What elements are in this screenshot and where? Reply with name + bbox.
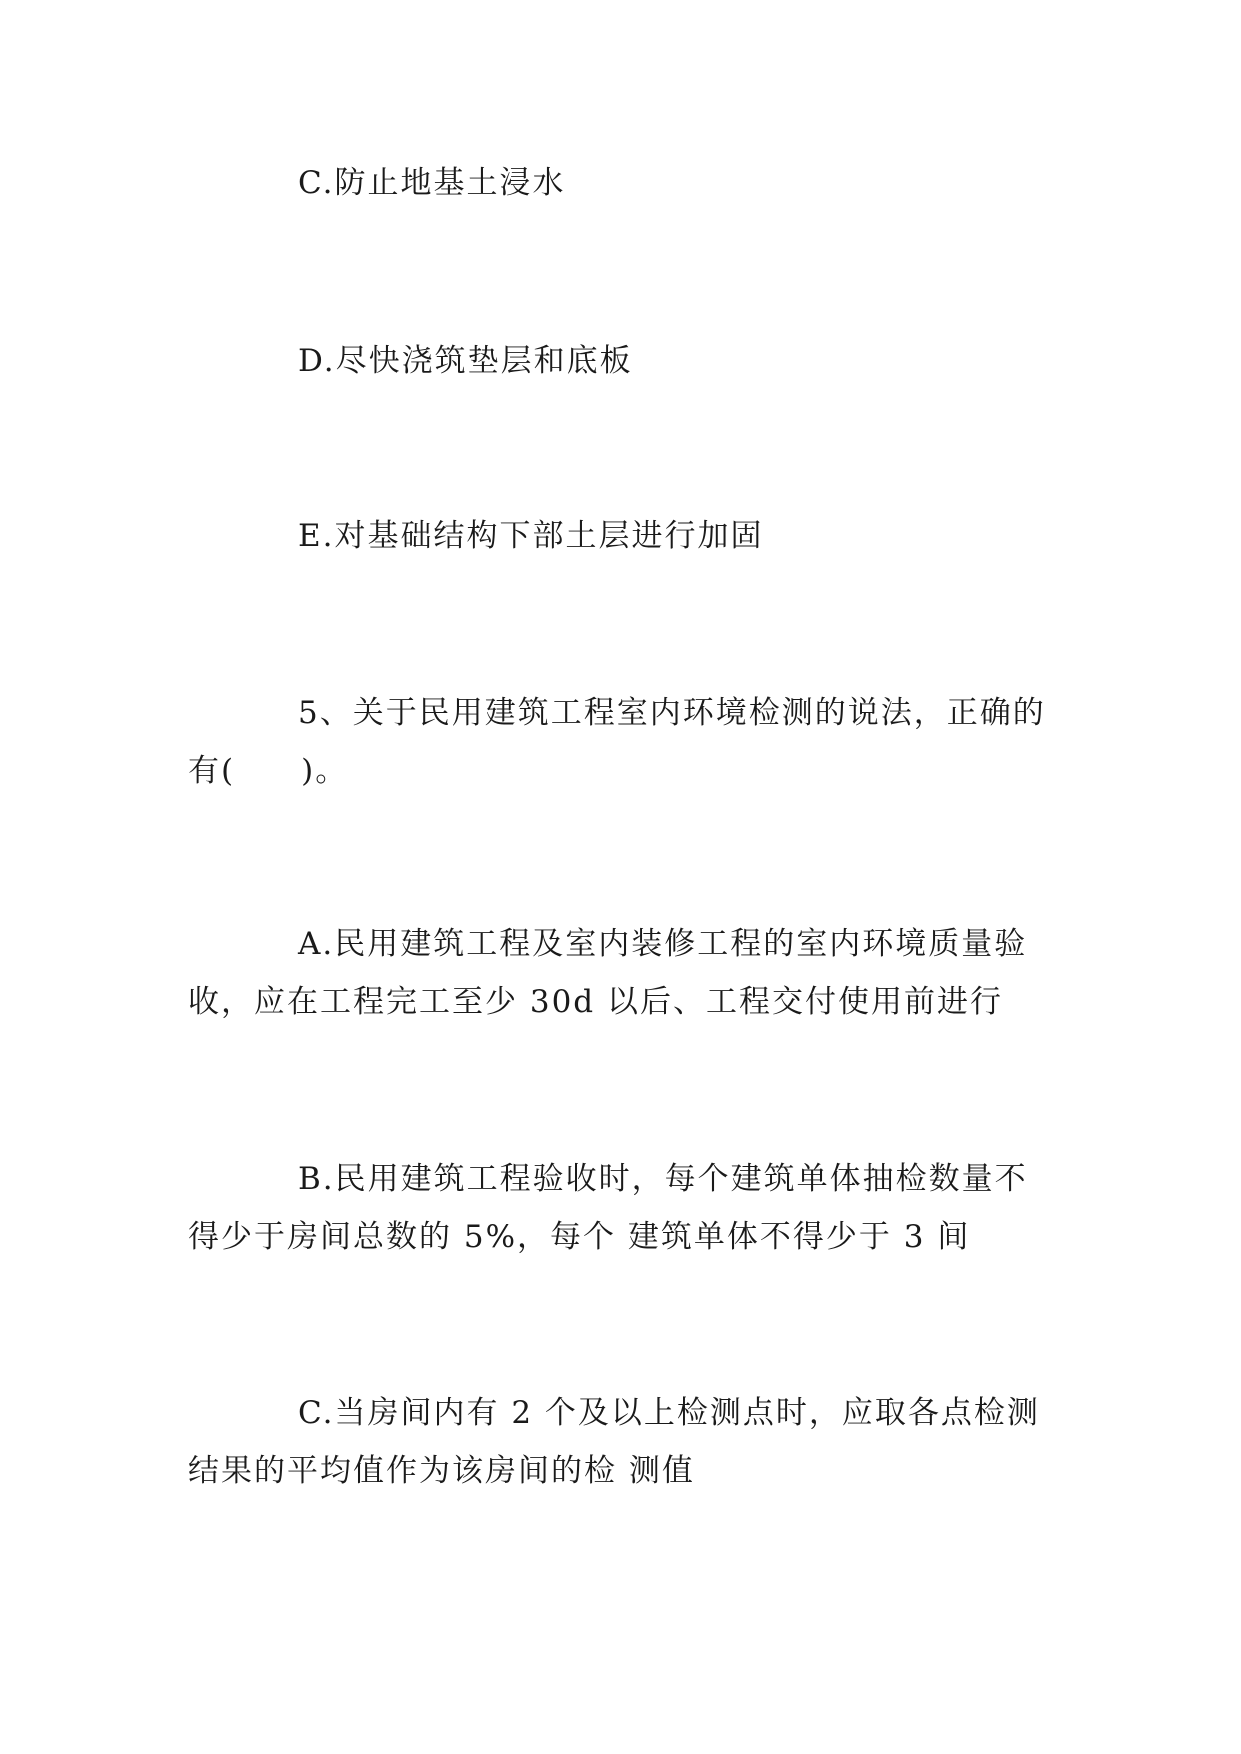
option-c-prev-question: C.防止地基土浸水 [298, 165, 566, 201]
question-5-option-a: A.民用建筑工程及室内装修工程的室内环境质量验收，应在工程完工至少 30d 以后、工程交付使用前进行 [188, 926, 1028, 1020]
question-5-option-b: B.民用建筑工程验收时，每个建筑单体抽检数量不得少于房间总数的 5%，每个 建筑单体不得少于 3 间 [188, 1161, 1028, 1255]
question-5-option-c: C.当房间内有 2 个及以上检测点时，应取各点检测结果的平均值作为该房间的检 测值 [188, 1395, 1040, 1489]
question-5: 5、关于民用建筑工程室内环境检测的说法，正确的有( )。 [188, 695, 1046, 789]
option-e-prev-question: E.对基础结构下部土层进行加固 [298, 518, 764, 554]
option-d-prev-question: D.尽快浇筑垫层和底板 [298, 343, 633, 379]
